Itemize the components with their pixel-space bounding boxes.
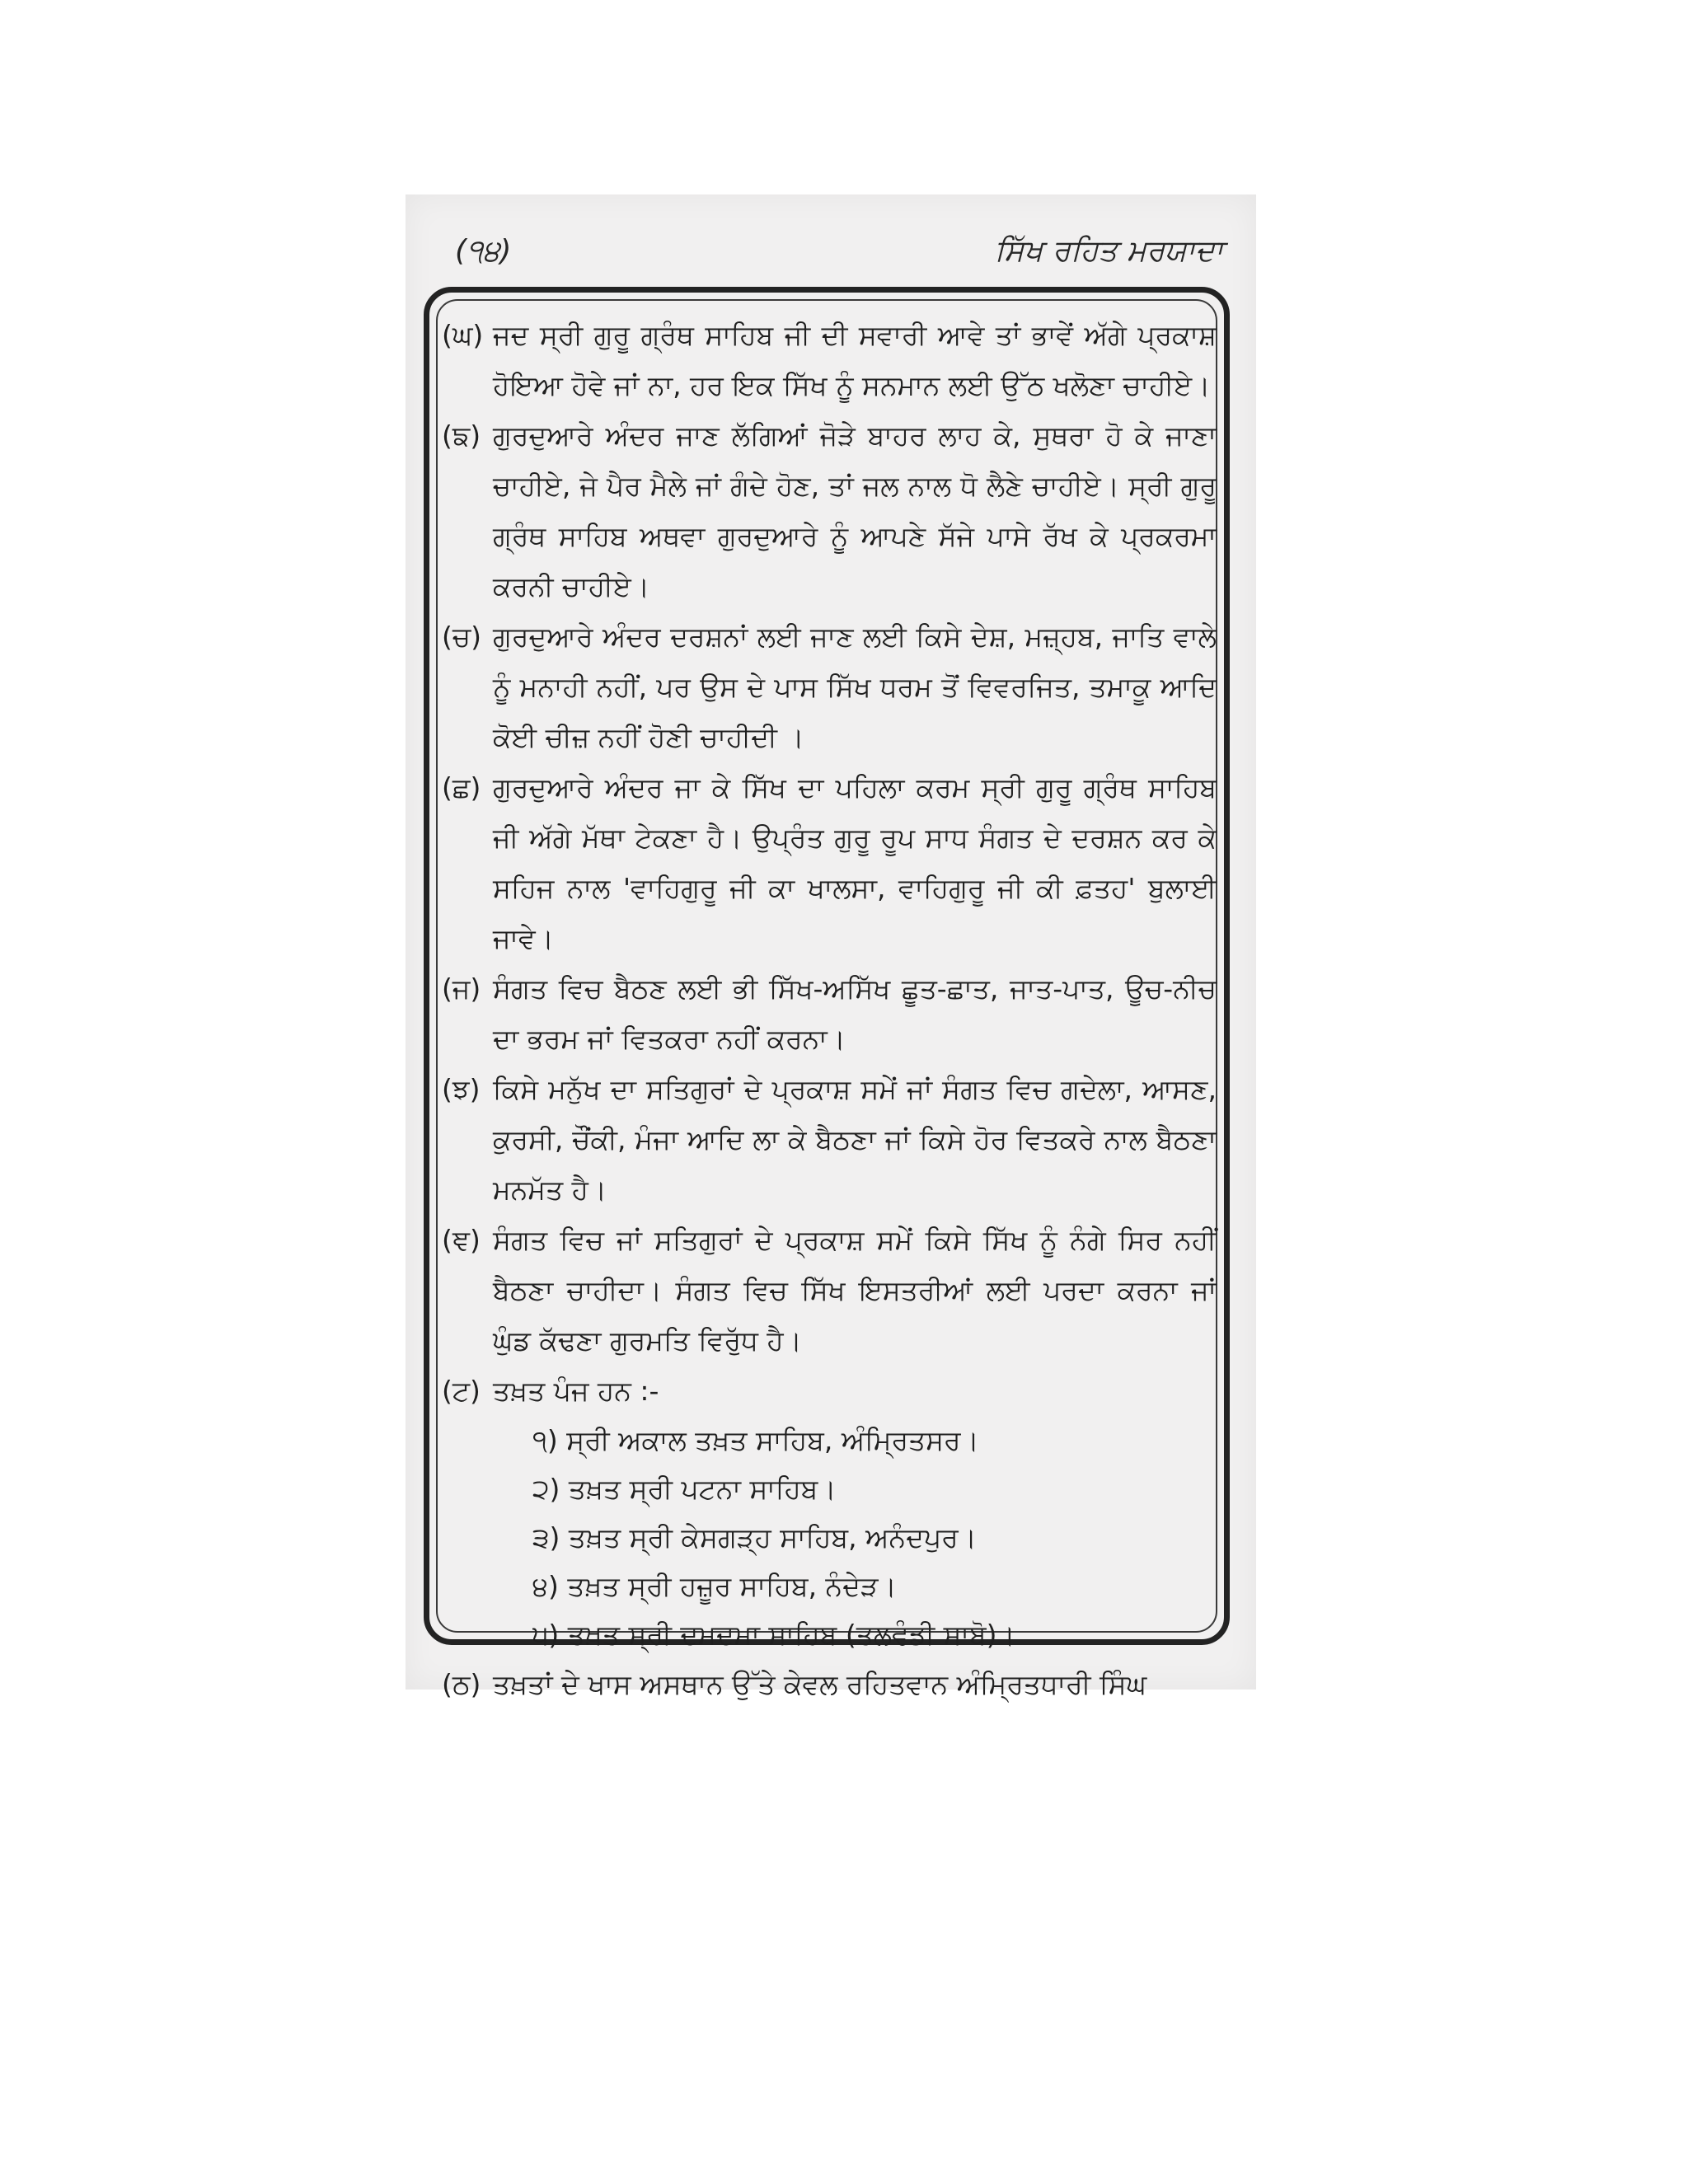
clause-label: (ਜ) xyxy=(442,972,481,1005)
clause-text: ਸੰਗਤ ਵਿਚ ਜਾਂ ਸਤਿਗੁਰਾਂ ਦੇ ਪ੍ਰਕਾਸ਼ ਸਮੇਂ ਕਿਸੇ ਸਿੱਖ ਨੂੰ ਨੰਗੇ ਸਿਰ ਨਹੀਂ ਬੈਠਣਾ ਚਾਹੀਦਾ। ਸੰਗਤ ਵਿਚ ਸਿੱਖ ਇਸਤਰੀਆਂ ਲਈ ਪਰਦਾ ਕਰਨਾ ਜਾਂ ਘੁੰਡ ਕੱਢਣਾ ਗੁਰਮਤਿ ਵਿਰੁੱਧ ਹੈ। xyxy=(493,1224,1217,1357)
running-title: ਸਿੱਖ ਰਹਿਤ ਮਰਯਾਦਾ xyxy=(994,234,1223,268)
clause-text: ਗੁਰਦੁਆਰੇ ਅੰਦਰ ਜਾਣ ਲੱਗਿਆਂ ਜੋੜੇ ਬਾਹਰ ਲਾਹ ਕੇ, ਸੁਥਰਾ ਹੋ ਕੇ ਜਾਣਾ ਚਾਹੀਏ, ਜੇ ਪੈਰ ਮੈਲੇ ਜਾਂ ਗੰਦੇ ਹੋਣ, ਤਾਂ ਜਲ ਨਾਲ ਧੋ ਲੈਣੇ ਚਾਹੀਏ। ਸ੍ਰੀ ਗੁਰੂ ਗ੍ਰੰਥ ਸਾਹਿਬ ਅਥਵਾ ਗੁਰਦੁਆਰੇ ਨੂੰ ਆਪਣੇ ਸੱਜੇ ਪਾਸੇ ਰੱਖ ਕੇ ਪ੍ਰਕਰਮਾ ਕਰਨੀ ਚਾਹੀਏ। xyxy=(493,419,1217,602)
takhat-list xyxy=(442,1416,1217,1659)
list-item: ੧) ਸ੍ਰੀ ਅਕਾਲ ਤਖ਼ਤ ਸਾਹਿਬ, ਅੰਮ੍ਰਿਤਸਰ। xyxy=(532,1424,979,1456)
clause-label: (ਘ) xyxy=(442,319,484,351)
page-number: (੧੪) xyxy=(455,234,512,268)
clause-label: (ਚ) xyxy=(442,621,481,653)
book-page xyxy=(406,194,1256,1700)
clause-label: (ਠ) xyxy=(442,1668,481,1700)
clause-nya xyxy=(442,1215,1217,1366)
list-item: ੪) ਤਖ਼ਤ ਸ੍ਰੀ ਹਜ਼ੂਰ ਸਾਹਿਬ, ਨੰਦੇੜ। xyxy=(532,1570,897,1602)
clause-text: ਤਖ਼ਤਾਂ ਦੇ ਖਾਸ ਅਸਥਾਨ ਉੱਤੇ ਕੇਵਲ ਰਹਿਤਵਾਨ ਅੰਮ੍ਰਿਤਧਾਰੀ ਸਿੰਘ xyxy=(493,1668,1147,1700)
clause-ttha xyxy=(442,1659,1217,1709)
clause-text: ਸੰਗਤ ਵਿਚ ਬੈਠਣ ਲਈ ਭੀ ਸਿੱਖ-ਅਸਿੱਖ ਛੂਤ-ਛਾਤ, ਜਾਤ-ਪਾਤ, ਊਚ-ਨੀਚ ਦਾ ਭਰਮ ਜਾਂ ਵਿਤਕਰਾ ਨਹੀਂ ਕਰਨਾ। xyxy=(493,972,1217,1055)
clause-text: ਕਿਸੇ ਮਨੁੱਖ ਦਾ ਸਤਿਗੁਰਾਂ ਦੇ ਪ੍ਰਕਾਸ਼ ਸਮੇਂ ਜਾਂ ਸੰਗਤ ਵਿਚ ਗਦੇਲਾ, ਆਸਣ, ਕੁਰਸੀ, ਚੌਂਕੀ, ਮੰਜਾ ਆਦਿ ਲਾ ਕੇ ਬੈਠਣਾ ਜਾਂ ਕਿਸੇ ਹੋਰ ਵਿਤਕਰੇ ਨਾਲ ਬੈਠਣਾ ਮਨਮੱਤ ਹੈ। xyxy=(493,1073,1217,1206)
page-content xyxy=(442,310,1217,1709)
clause-cha xyxy=(442,612,1217,762)
list-item: ੨) ਤਖ਼ਤ ਸ੍ਰੀ ਪਟਨਾ ਸਾਹਿਬ। xyxy=(532,1473,837,1505)
clause-label: (ਙ) xyxy=(442,419,481,452)
list-item: ੩) ਤਖ਼ਤ ਸ੍ਰੀ ਕੇਸਗੜ੍ਹ ਸਾਹਿਬ, ਅਨੰਦਪੁਰ। xyxy=(532,1521,977,1554)
clause-jha xyxy=(442,1064,1217,1215)
clause-text: ਜਦ ਸ੍ਰੀ ਗੁਰੂ ਗ੍ਰੰਥ ਸਾਹਿਬ ਜੀ ਦੀ ਸਵਾਰੀ ਆਵੇ ਤਾਂ ਭਾਵੇਂ ਅੱਗੇ ਪ੍ਰਕਾਸ਼ ਹੋਇਆ ਹੋਵੇ ਜਾਂ ਨਾ, ਹਰ ਇਕ ਸਿੱਖ ਨੂੰ ਸਨਮਾਨ ਲਈ ਉੱਠ ਖਲੋਣਾ ਚਾਹੀਏ। xyxy=(493,319,1217,401)
clause-label: (ਝ) xyxy=(442,1073,481,1105)
clause-text: ਤਖ਼ਤ ਪੰਜ ਹਨ :- xyxy=(493,1375,659,1407)
clause-label: (ਟ) xyxy=(442,1375,481,1407)
clause-chha xyxy=(442,762,1217,963)
clause-text: ਗੁਰਦੁਆਰੇ ਅੰਦਰ ਜਾ ਕੇ ਸਿੱਖ ਦਾ ਪਹਿਲਾ ਕਰਮ ਸ੍ਰੀ ਗੁਰੂ ਗ੍ਰੰਥ ਸਾਹਿਬ ਜੀ ਅੱਗੇ ਮੱਥਾ ਟੇਕਣਾ ਹੈ। ਉਪ੍ਰੰਤ ਗੁਰੂ ਰੂਪ ਸਾਧ ਸੰਗਤ ਦੇ ਦਰਸ਼ਨ ਕਰ ਕੇ ਸਹਿਜ ਨਾਲ 'ਵਾਹਿਗੁਰੂ ਜੀ ਕਾ ਖਾਲਸਾ, ਵਾਹਿਗੁਰੂ ਜੀ ਕੀ ਫ਼ਤਹ' ਬੁਲਾਈ ਜਾਵੇ। xyxy=(493,771,1217,954)
clause-ja xyxy=(442,963,1217,1064)
clause-text: ਗੁਰਦੁਆਰੇ ਅੰਦਰ ਦਰਸ਼ਨਾਂ ਲਈ ਜਾਣ ਲਈ ਕਿਸੇ ਦੇਸ਼, ਮਜ਼੍ਹਬ, ਜਾਤਿ ਵਾਲੇ ਨੂੰ ਮਨਾਹੀ ਨਹੀਂ, ਪਰ ਉਸ ਦੇ ਪਾਸ ਸਿੱਖ ਧਰਮ ਤੋਂ ਵਿਵਰਜਿਤ, ਤਮਾਕੂ ਆਦਿ ਕੋਈ ਚੀਜ਼ ਨਹੀਂ ਹੋਣੀ ਚਾਹੀਦੀ । xyxy=(493,621,1217,753)
list-item: ੫) ਤਖ਼ਤ ਸ੍ਰੀ ਦਮਦਮਾ ਸਾਹਿਬ (ਤਲਵੰਡੀ ਸਾਬੋ)। xyxy=(532,1619,1015,1651)
clause-label: (ਞ) xyxy=(442,1224,481,1256)
clause-tta xyxy=(442,1366,1217,1416)
clause-nga xyxy=(442,410,1217,612)
clause-gha xyxy=(442,310,1217,410)
clause-label: (ਛ) xyxy=(442,771,481,804)
